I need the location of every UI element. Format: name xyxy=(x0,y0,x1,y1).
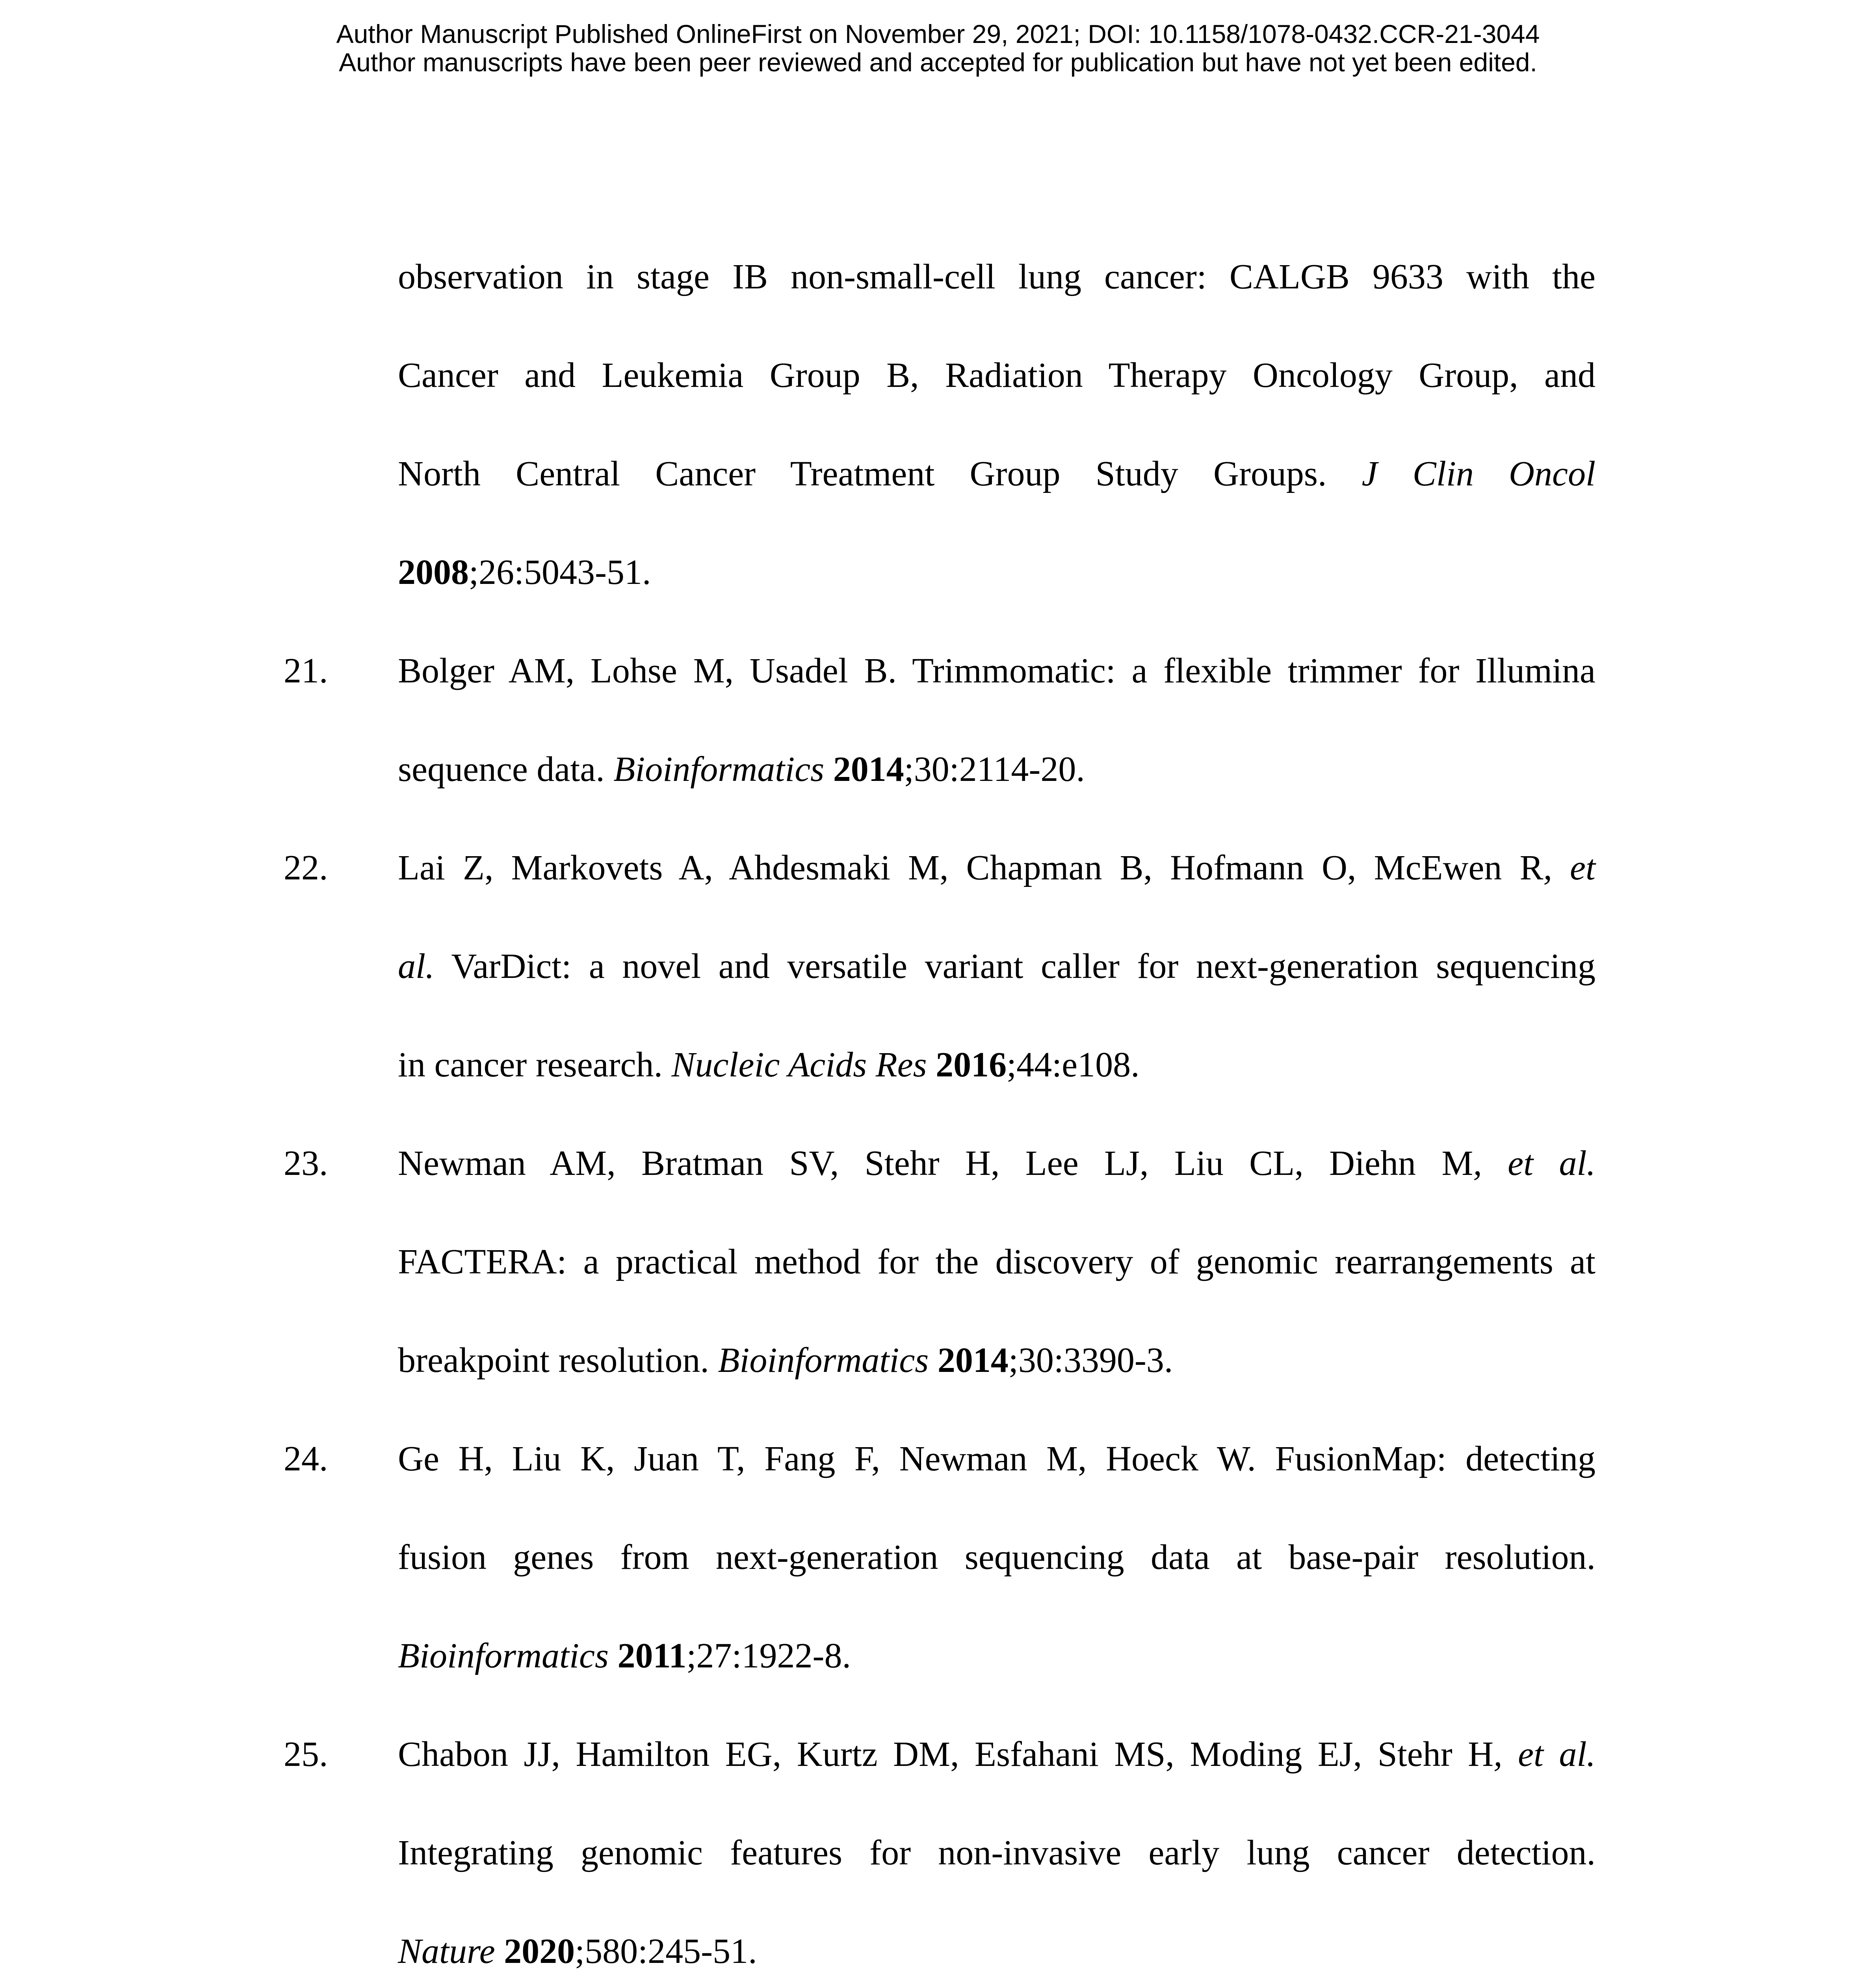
ref-22-line-1 xyxy=(398,846,1596,890)
ref-24-line-3 xyxy=(398,1634,1596,1678)
ref-22-title: VarDict: a novel and versatile variant caller for next-generation sequencing xyxy=(434,947,1596,986)
ref-24-line-1: Ge H, Liu K, Juan T, Fang F, Newman M, Hoeck W. FusionMap: detecting xyxy=(398,1439,1596,1478)
ref-21-year: 2014 xyxy=(833,750,904,789)
ref-23-etal: , et al. xyxy=(1473,1144,1596,1183)
header-line-1: Author Manuscript Published OnlineFirst on November 29, 2021; DOI: 10.1158/1078-0432.CCR-21-3044 xyxy=(336,19,1540,48)
ref-23-line-3 xyxy=(398,1339,1596,1382)
ref-21-number: 21. xyxy=(284,651,328,690)
ref-20-line-4 xyxy=(398,551,1596,594)
ref-22-authors: Lai Z, Markovets A, Ahdesmaki M, Chapman B, Hofmann O, McEwen R xyxy=(398,848,1544,887)
ref-25-line-1 xyxy=(398,1733,1596,1776)
ref-21-volume: ;30:2114-20. xyxy=(904,750,1085,789)
ref-25-volume: ;580:245-51. xyxy=(575,1932,757,1970)
ref-23-number: 23. xyxy=(284,1144,328,1183)
ref-25-number: 25. xyxy=(284,1735,328,1774)
ref-24-line-2: fusion genes from next-generation sequencing data at base-pair resolution. xyxy=(398,1538,1596,1577)
ref-25-year: 2020 xyxy=(504,1932,575,1970)
ref-20-volume: ;26:5043-51. xyxy=(469,553,651,592)
ref-22-journal: Nucleic Acids Res xyxy=(671,1045,927,1084)
ref-22-number: 22. xyxy=(284,848,328,887)
ref-22-line-3 xyxy=(398,1043,1596,1087)
ref-20-journal: J Clin Oncol xyxy=(1361,454,1596,493)
ref-22-volume: ;44:e108. xyxy=(1007,1045,1140,1084)
ref-24-number: 24. xyxy=(284,1439,328,1478)
ref-23-text: breakpoint resolution. xyxy=(398,1341,709,1380)
ref-22-line-2 xyxy=(398,945,1596,988)
ref-21-journal: Bioinformatics xyxy=(613,750,825,789)
ref-22-etal-cont: al. xyxy=(398,947,435,986)
ref-24-volume: ;27:1922-8. xyxy=(686,1636,851,1675)
ref-25-line-2: Integrating genomic features for non-invasive early lung cancer detection. xyxy=(398,1833,1596,1872)
ref-20-line-2: Cancer and Leukemia Group B, Radiation Therapy Oncology Group, and xyxy=(398,356,1596,395)
ref-20-year: 2008 xyxy=(398,553,469,592)
ref-23-year: 2014 xyxy=(937,1341,1009,1380)
ref-24-year: 2011 xyxy=(617,1636,687,1675)
ref-20-line-3 xyxy=(398,452,1596,496)
ref-25-etal: , et al. xyxy=(1493,1735,1596,1774)
ref-25-line-3 xyxy=(398,1930,1596,1970)
header-line-2: Author manuscripts have been peer reviewed and accepted for publication but have not yet been edited. xyxy=(339,48,1537,77)
ref-21-line-1: Bolger AM, Lohse M, Usadel B. Trimmomatic: a flexible trimmer for Illumina xyxy=(398,651,1596,690)
ref-20-text: North Central Cancer Treatment Group Study Groups. xyxy=(398,454,1327,493)
ref-21-line-2 xyxy=(398,748,1596,791)
ref-22-year: 2016 xyxy=(936,1045,1007,1084)
ref-23-line-2: FACTERA: a practical method for the discovery of genomic rearrangements at xyxy=(398,1242,1596,1281)
ref-22-text: in cancer research. xyxy=(398,1045,663,1084)
ref-23-line-1 xyxy=(398,1142,1596,1185)
ref-23-authors: Newman AM, Bratman SV, Stehr H, Lee LJ, Liu CL, Diehn M xyxy=(398,1144,1473,1183)
ref-22-etal: , et xyxy=(1543,848,1596,887)
ref-25-authors: Chabon JJ, Hamilton EG, Kurtz DM, Esfahani MS, Moding EJ, Stehr H xyxy=(398,1735,1494,1774)
ref-25-journal: Nature xyxy=(398,1932,495,1970)
ref-20-line-1: observation in stage IB non-small-cell lung cancer: CALGB 9633 with the xyxy=(398,257,1596,296)
ref-23-volume: ;30:3390-3. xyxy=(1008,1341,1173,1380)
ref-23-journal: Bioinformatics xyxy=(718,1341,929,1380)
ref-24-journal: Bioinformatics xyxy=(398,1636,609,1675)
ref-21-text: sequence data. xyxy=(398,750,605,789)
